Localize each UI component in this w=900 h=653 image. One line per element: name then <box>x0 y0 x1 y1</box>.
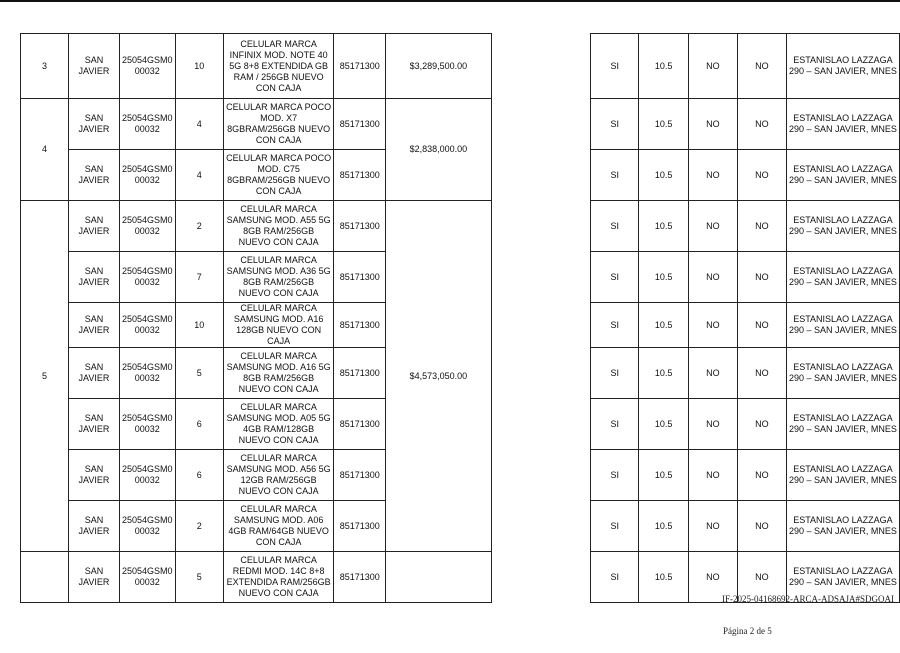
location-cell: SAN JAVIER <box>68 399 119 450</box>
col9-cell: SI <box>591 99 639 150</box>
description-cell: CELULAR MARCA INFINIX MOD. NOTE 40 5G 8+8 EXTENDIDA GB RAM / 256GB NUEVO CON CAJA <box>224 34 334 99</box>
tariff-position-cell: 85171300 <box>334 150 386 201</box>
item-number: 5 <box>21 201 69 552</box>
file-number-cell: 25054GSM0 00032 <box>119 501 175 552</box>
value-cell: $3,289,500.00 <box>386 34 491 99</box>
col10-cell: 10.5 <box>639 99 688 150</box>
col9-cell: SI <box>591 252 639 303</box>
tariff-position-cell: 85171300 <box>334 252 386 303</box>
col9-cell: SI <box>591 399 639 450</box>
col11-cell: NO <box>688 552 737 603</box>
col11-cell: NO <box>688 501 737 552</box>
col10-cell: 10.5 <box>639 450 688 501</box>
blank-column <box>491 99 590 150</box>
description-cell: CELULAR MARCA REDMI MOD. 14C 8+8 EXTENDIDA RAM/256GB NUEVO CON CAJA <box>224 552 334 603</box>
address-cell: ESTANISLAO LAZZAGA 290 – SAN JAVIER, MNES <box>786 501 899 552</box>
quantity-cell: 2 <box>175 501 224 552</box>
file-number-cell: 25054GSM0 00032 <box>119 450 175 501</box>
address-cell: ESTANISLAO LAZZAGA 290 – SAN JAVIER, MNES <box>786 450 899 501</box>
col12-cell: NO <box>737 501 786 552</box>
quantity-cell: 6 <box>175 399 224 450</box>
tariff-position-cell: 85171300 <box>334 201 386 252</box>
location-cell: SAN JAVIER <box>68 34 119 99</box>
address-cell: ESTANISLAO LAZZAGA 290 – SAN JAVIER, MNES <box>786 99 899 150</box>
col9-cell: SI <box>591 501 639 552</box>
location-cell: SAN JAVIER <box>68 150 119 201</box>
page-number: Página 2 de 5 <box>723 626 772 636</box>
merchandise-table <box>20 33 900 603</box>
col11-cell: NO <box>688 399 737 450</box>
description-cell: CELULAR MARCA SAMSUNG MOD. A56 5G 12GB RAM/256GB NUEVO CON CAJA <box>224 450 334 501</box>
description-cell: CELULAR MARCA SAMSUNG MOD. A06 4GB RAM/64GB NUEVO CON CAJA <box>224 501 334 552</box>
description-cell: CELULAR MARCA POCO MOD. C75 8GBRAM/256GB NUEVO CON CAJA <box>224 150 334 201</box>
col11-cell: NO <box>688 303 737 348</box>
top-rule <box>0 0 900 2</box>
col9-cell: SI <box>591 201 639 252</box>
description-cell: CELULAR MARCA SAMSUNG MOD. A36 5G 8GB RAM/256GB NUEVO CON CAJA <box>224 252 334 303</box>
location-cell: SAN JAVIER <box>68 303 119 348</box>
location-cell: SAN JAVIER <box>68 450 119 501</box>
table-row <box>21 34 900 99</box>
item-number: 3 <box>21 34 69 99</box>
col9-cell: SI <box>591 303 639 348</box>
col10-cell: 10.5 <box>639 303 688 348</box>
col10-cell: 10.5 <box>639 399 688 450</box>
col12-cell: NO <box>737 348 786 399</box>
blank-column <box>491 552 590 603</box>
tariff-position-cell: 85171300 <box>334 501 386 552</box>
location-cell: SAN JAVIER <box>68 501 119 552</box>
tariff-position-cell: 85171300 <box>334 348 386 399</box>
location-cell: SAN JAVIER <box>68 201 119 252</box>
col9-cell: SI <box>591 348 639 399</box>
file-number-cell: 25054GSM0 00032 <box>119 34 175 99</box>
quantity-cell: 10 <box>175 303 224 348</box>
address-cell: ESTANISLAO LAZZAGA 290 – SAN JAVIER, MNES <box>786 34 899 99</box>
blank-column <box>491 399 590 450</box>
blank-column <box>491 501 590 552</box>
location-cell: SAN JAVIER <box>68 348 119 399</box>
col10-cell: 10.5 <box>639 34 688 99</box>
col9-cell: SI <box>591 552 639 603</box>
col12-cell: NO <box>737 552 786 603</box>
value-cell <box>386 552 491 603</box>
quantity-cell: 6 <box>175 450 224 501</box>
table-row <box>21 201 900 252</box>
address-cell: ESTANISLAO LAZZAGA 290 – SAN JAVIER, MNES <box>786 252 899 303</box>
tariff-position-cell: 85171300 <box>334 99 386 150</box>
blank-column <box>491 450 590 501</box>
col10-cell: 10.5 <box>639 348 688 399</box>
file-number-cell: 25054GSM0 00032 <box>119 150 175 201</box>
address-cell: ESTANISLAO LAZZAGA 290 – SAN JAVIER, MNES <box>786 201 899 252</box>
col11-cell: NO <box>688 34 737 99</box>
col12-cell: NO <box>737 150 786 201</box>
file-number-cell: 25054GSM0 00032 <box>119 552 175 603</box>
table-row <box>21 99 900 150</box>
tariff-position-cell: 85171300 <box>334 552 386 603</box>
col10-cell: 10.5 <box>639 552 688 603</box>
col10-cell: 10.5 <box>639 201 688 252</box>
blank-column <box>491 348 590 399</box>
address-cell: ESTANISLAO LAZZAGA 290 – SAN JAVIER, MNES <box>786 348 899 399</box>
col12-cell: NO <box>737 399 786 450</box>
col11-cell: NO <box>688 150 737 201</box>
location-cell: SAN JAVIER <box>68 99 119 150</box>
description-cell: CELULAR MARCA SAMSUNG MOD. A16 128GB NUEVO CON CAJA <box>224 303 334 348</box>
tariff-position-cell: 85171300 <box>334 303 386 348</box>
quantity-cell: 10 <box>175 34 224 99</box>
tariff-position-cell: 85171300 <box>334 450 386 501</box>
description-cell: CELULAR MARCA SAMSUNG MOD. A55 5G 8GB RAM/256GB NUEVO CON CAJA <box>224 201 334 252</box>
tariff-position-cell: 85171300 <box>334 34 386 99</box>
file-number-cell: 25054GSM0 00032 <box>119 201 175 252</box>
blank-column <box>491 34 590 99</box>
col10-cell: 10.5 <box>639 252 688 303</box>
col11-cell: NO <box>688 201 737 252</box>
quantity-cell: 7 <box>175 252 224 303</box>
col11-cell: NO <box>688 450 737 501</box>
value-cell: $2,838,000.00 <box>386 99 491 201</box>
col11-cell: NO <box>688 348 737 399</box>
file-number-cell: 25054GSM0 00032 <box>119 399 175 450</box>
address-cell: ESTANISLAO LAZZAGA 290 – SAN JAVIER, MNES <box>786 303 899 348</box>
value-cell: $4,573,050.00 <box>386 201 491 552</box>
col11-cell: NO <box>688 99 737 150</box>
quantity-cell: 4 <box>175 150 224 201</box>
col9-cell: SI <box>591 450 639 501</box>
blank-column <box>491 303 590 348</box>
col11-cell: NO <box>688 252 737 303</box>
col12-cell: NO <box>737 99 786 150</box>
quantity-cell: 5 <box>175 552 224 603</box>
file-number-cell: 25054GSM0 00032 <box>119 252 175 303</box>
col12-cell: NO <box>737 201 786 252</box>
col12-cell: NO <box>737 450 786 501</box>
quantity-cell: 5 <box>175 348 224 399</box>
tariff-position-cell: 85171300 <box>334 399 386 450</box>
item-number: 4 <box>21 99 69 201</box>
location-cell: SAN JAVIER <box>68 552 119 603</box>
address-cell: ESTANISLAO LAZZAGA 290 – SAN JAVIER, MNES <box>786 399 899 450</box>
blank-column <box>491 201 590 252</box>
blank-column <box>491 252 590 303</box>
document-reference: IF-2025-04168692-ARCA-ADSAJA#SDGOAI <box>722 594 895 604</box>
col9-cell: SI <box>591 34 639 99</box>
quantity-cell: 2 <box>175 201 224 252</box>
address-cell: ESTANISLAO LAZZAGA 290 – SAN JAVIER, MNES <box>786 150 899 201</box>
file-number-cell: 25054GSM0 00032 <box>119 348 175 399</box>
location-cell: SAN JAVIER <box>68 252 119 303</box>
file-number-cell: 25054GSM0 00032 <box>119 99 175 150</box>
blank-column <box>491 150 590 201</box>
col12-cell: NO <box>737 252 786 303</box>
address-cell: ESTANISLAO LAZZAGA 290 – SAN JAVIER, MNES <box>786 552 899 603</box>
description-cell: CELULAR MARCA SAMSUNG MOD. A05 5G 4GB RAM/128GB NUEVO CON CAJA <box>224 399 334 450</box>
col12-cell: NO <box>737 303 786 348</box>
item-number <box>21 552 69 603</box>
col9-cell: SI <box>591 150 639 201</box>
description-cell: CELULAR MARCA SAMSUNG MOD. A16 5G 8GB RAM/256GB NUEVO CON CAJA <box>224 348 334 399</box>
col10-cell: 10.5 <box>639 501 688 552</box>
col10-cell: 10.5 <box>639 150 688 201</box>
file-number-cell: 25054GSM0 00032 <box>119 303 175 348</box>
col12-cell: NO <box>737 34 786 99</box>
description-cell: CELULAR MARCA POCO MOD. X7 8GBRAM/256GB NUEVO CON CAJA <box>224 99 334 150</box>
quantity-cell: 4 <box>175 99 224 150</box>
